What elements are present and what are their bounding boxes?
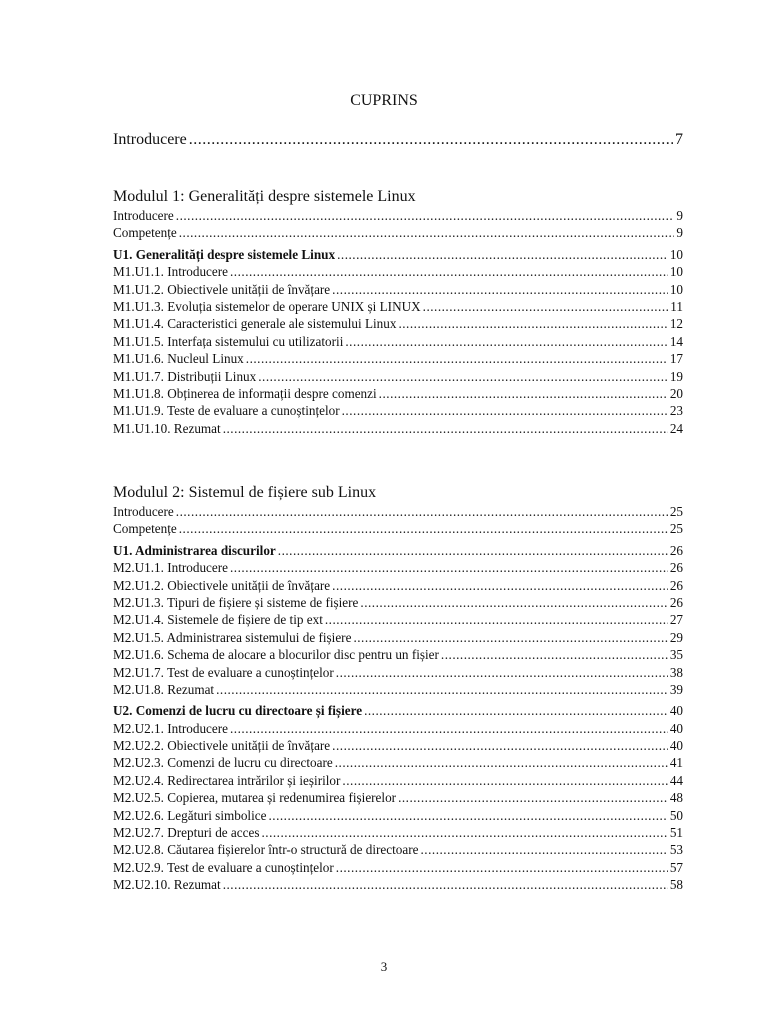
- toc-entry-label: M2.U2.5. Copierea, mutarea și redenumirea fișierelor: [113, 790, 397, 806]
- dot-leader: [179, 224, 675, 241]
- toc-entry-label: Introducere: [113, 208, 174, 223]
- toc-entry[interactable]: [113, 577, 683, 594]
- toc-entry-label: M2.U2.9. Test de evaluare a cunoștințelor: [113, 859, 334, 875]
- toc-entry-page: 12: [669, 316, 683, 332]
- toc-entry-page: 53: [669, 842, 683, 858]
- toc-entry[interactable]: [113, 333, 683, 350]
- toc-entry[interactable]: [113, 629, 683, 646]
- toc-entry-page: 57: [669, 859, 683, 875]
- page-number: 3: [380, 959, 388, 974]
- toc-entry-introducere[interactable]: [113, 130, 683, 150]
- toc-entry-page: 51: [669, 825, 683, 841]
- toc-entry-label: M1.U1.5. Interfața sistemului cu utilizatorii: [113, 333, 344, 349]
- dot-leader: [176, 207, 675, 224]
- toc-entry-label: M2.U2.7. Drepturi de acces: [113, 825, 260, 841]
- dot-leader: [335, 754, 668, 771]
- dot-leader: [325, 611, 668, 628]
- toc-entry[interactable]: [113, 385, 683, 402]
- toc-entry[interactable]: [113, 559, 683, 576]
- toc-entry[interactable]: [113, 503, 683, 520]
- dot-leader: [176, 503, 668, 520]
- dot-leader: [441, 646, 668, 663]
- toc-entry-label: M2.U2.4. Redirectarea intrărilor și ieșirilor: [113, 772, 341, 788]
- toc-entry[interactable]: [113, 350, 683, 367]
- toc-entry-page: 44: [669, 772, 683, 788]
- toc-entry-page: 26: [669, 594, 683, 610]
- dot-leader: [278, 542, 668, 559]
- toc-entry-label: U2. Comenzi de lucru cu directoare și fișiere: [113, 703, 363, 719]
- toc-entry-label: Introducere: [113, 131, 187, 148]
- toc-entry[interactable]: [113, 720, 683, 737]
- dot-leader: [336, 664, 668, 681]
- toc-entry-page: 14: [669, 333, 683, 349]
- toc-entry[interactable]: [113, 402, 683, 419]
- dot-leader: [230, 263, 668, 280]
- toc-entry-page: 24: [669, 420, 683, 436]
- toc-entry[interactable]: [113, 420, 683, 437]
- toc-entry-page: 40: [669, 738, 683, 754]
- toc-entry-page: 29: [669, 629, 683, 645]
- toc-entry-page: 20: [669, 385, 683, 401]
- toc-entry-page: 40: [669, 703, 683, 719]
- toc-entry-page: 25: [669, 521, 683, 537]
- toc-entry[interactable]: [113, 207, 683, 224]
- toc-entry-page: 19: [669, 368, 683, 384]
- toc-unit-entry[interactable]: [113, 702, 683, 719]
- toc-entry-page: 48: [669, 790, 683, 806]
- toc-entry-label: M1.U1.8. Obținerea de informații despre comenzi: [113, 385, 377, 401]
- dot-leader: [268, 807, 667, 824]
- toc-entry-page: 58: [669, 877, 683, 893]
- toc-entry-label: M2.U2.10. Rezumat: [113, 877, 221, 893]
- toc-entry-page: 39: [669, 681, 683, 697]
- dot-leader: [336, 859, 668, 876]
- toc-entry-page: 11: [670, 298, 683, 314]
- toc-entry[interactable]: [113, 754, 683, 771]
- module-2-section: [113, 483, 683, 894]
- toc-entry[interactable]: [113, 611, 683, 628]
- dot-leader: [421, 841, 668, 858]
- dot-leader: [332, 737, 668, 754]
- dot-leader: [230, 559, 668, 576]
- toc-entry-page: 9: [676, 225, 683, 241]
- toc-entry-page: 40: [669, 720, 683, 736]
- dot-leader: [189, 130, 673, 150]
- toc-entry[interactable]: [113, 859, 683, 876]
- toc-entry-label: M2.U1.2. Obiectivele unității de învățare: [113, 577, 331, 593]
- toc-entry[interactable]: [113, 789, 683, 806]
- toc-entry[interactable]: [113, 737, 683, 754]
- toc-entry-page: 27: [669, 612, 683, 628]
- toc-entry-label: U1. Administrarea discurilor: [113, 542, 276, 558]
- dot-leader: [398, 315, 667, 332]
- dot-leader: [261, 824, 667, 841]
- toc-entry[interactable]: [113, 263, 683, 280]
- toc-entry-page: 38: [669, 664, 683, 680]
- toc-entry-page: 26: [669, 542, 683, 558]
- module-title: Modulul 2: Sistemul de fișiere sub Linux: [113, 484, 377, 501]
- toc-entry-label: M2.U2.8. Căutarea fișierelor într-o structură de directoare: [113, 842, 419, 858]
- module-title: Modulul 1: Generalități despre sistemele Linux: [113, 188, 416, 205]
- toc-entry[interactable]: [113, 368, 683, 385]
- dot-leader: [223, 420, 668, 437]
- dot-leader: [216, 681, 668, 698]
- toc-entry-page: 23: [669, 403, 683, 419]
- toc-entry[interactable]: [113, 772, 683, 789]
- toc-entry[interactable]: [113, 281, 683, 298]
- dot-leader: [379, 385, 668, 402]
- toc-entry-page: 9: [676, 208, 683, 223]
- toc-entry-label: M1.U1.3. Evoluția sistemelor de operare UNIX și LINUX: [113, 298, 421, 314]
- toc-entry-page: 17: [669, 351, 683, 367]
- dot-leader: [353, 629, 667, 646]
- toc-entry-label: M1.U1.9. Teste de evaluare a cunoștințelor: [113, 403, 340, 419]
- toc-entry-label: M2.U2.3. Comenzi de lucru cu directoare: [113, 755, 333, 771]
- toc-entry-label: M2.U1.1. Introducere: [113, 560, 228, 576]
- dot-leader: [246, 350, 668, 367]
- toc-entry-page: 26: [669, 577, 683, 593]
- toc-entry-label: M1.U1.7. Distribuții Linux: [113, 368, 257, 384]
- toc-entry-label: M2.U2.6. Legături simbolice: [113, 807, 267, 823]
- toc-entry-label: M2.U2.2. Obiectivele unității de învățare: [113, 738, 331, 754]
- toc-entry-label: M2.U1.3. Tipuri de fișiere și sisteme de fișiere: [113, 594, 359, 610]
- toc-entry-page: 35: [669, 647, 683, 663]
- toc-entry-label: Introducere: [113, 504, 174, 519]
- dot-leader: [230, 720, 668, 737]
- toc-entry-label: U1. Generalități despre sistemele Linux: [113, 246, 336, 262]
- toc-unit-entry[interactable]: [113, 246, 683, 263]
- toc-entry-label: M2.U2.1. Introducere: [113, 720, 228, 736]
- toc-entry-label: M2.U1.4. Sistemele de fișiere de tip ext: [113, 612, 323, 628]
- dot-leader: [360, 594, 667, 611]
- toc-unit-entry[interactable]: [113, 542, 683, 559]
- dot-leader: [258, 368, 668, 385]
- toc-entry-label: M1.U1.1. Introducere: [113, 264, 228, 280]
- toc-entry[interactable]: [113, 681, 683, 698]
- toc-entry[interactable]: [113, 315, 683, 332]
- toc-entry[interactable]: [113, 807, 683, 824]
- toc-entry[interactable]: [113, 841, 683, 858]
- toc-entry-label: M1.U1.10. Rezumat: [113, 420, 221, 436]
- toc-entry-page: 26: [669, 560, 683, 576]
- toc-entry-label: M1.U1.4. Caracteristici generale ale sistemului Linux: [113, 316, 397, 332]
- toc-entry[interactable]: [113, 594, 683, 611]
- toc-entry-page: 7: [675, 131, 683, 148]
- toc-entry-page: 25: [669, 504, 683, 519]
- toc-entry-page: 50: [669, 807, 683, 823]
- dot-leader: [179, 520, 668, 537]
- dot-leader: [223, 876, 668, 893]
- toc-entry[interactable]: [113, 876, 683, 893]
- toc-entry-page: 41: [669, 755, 683, 771]
- toc-entry-page: 10: [669, 264, 683, 280]
- toc-entry-label: M1.U1.2. Obiectivele unității de învățare: [113, 281, 331, 297]
- dot-leader: [337, 246, 668, 263]
- toc-entry-label: M2.U1.8. Rezumat: [113, 681, 215, 697]
- dot-leader: [398, 789, 668, 806]
- toc-entry-label: M1.U1.6. Nucleul Linux: [113, 351, 244, 367]
- dot-leader: [423, 298, 669, 315]
- toc-entry[interactable]: [113, 646, 683, 663]
- dot-leader: [342, 402, 668, 419]
- module-1-section: [113, 187, 683, 437]
- toc-entry[interactable]: [113, 224, 683, 241]
- dot-leader: [342, 772, 667, 789]
- toc-entry-page: 10: [669, 246, 683, 262]
- page-title: CUPRINS: [350, 92, 418, 109]
- toc-entry-label: M2.U1.5. Administrarea sistemului de fișiere: [113, 629, 352, 645]
- toc-entry-label: M2.U1.6. Schema de alocare a blocurilor disc pentru un fișier: [113, 647, 439, 663]
- toc-entry[interactable]: [113, 664, 683, 681]
- dot-leader: [332, 577, 668, 594]
- toc-entry-label: M2.U1.7. Test de evaluare a cunoștințelor: [113, 664, 334, 680]
- dot-leader: [332, 281, 668, 298]
- toc-entry-label: Competențe: [113, 521, 177, 537]
- dot-leader: [345, 333, 667, 350]
- toc-entry[interactable]: [113, 520, 683, 537]
- toc-entry[interactable]: [113, 824, 683, 841]
- toc-entry-label: Competențe: [113, 225, 177, 241]
- toc-entry-page: 10: [669, 281, 683, 297]
- toc-entry[interactable]: [113, 298, 683, 315]
- dot-leader: [364, 702, 668, 719]
